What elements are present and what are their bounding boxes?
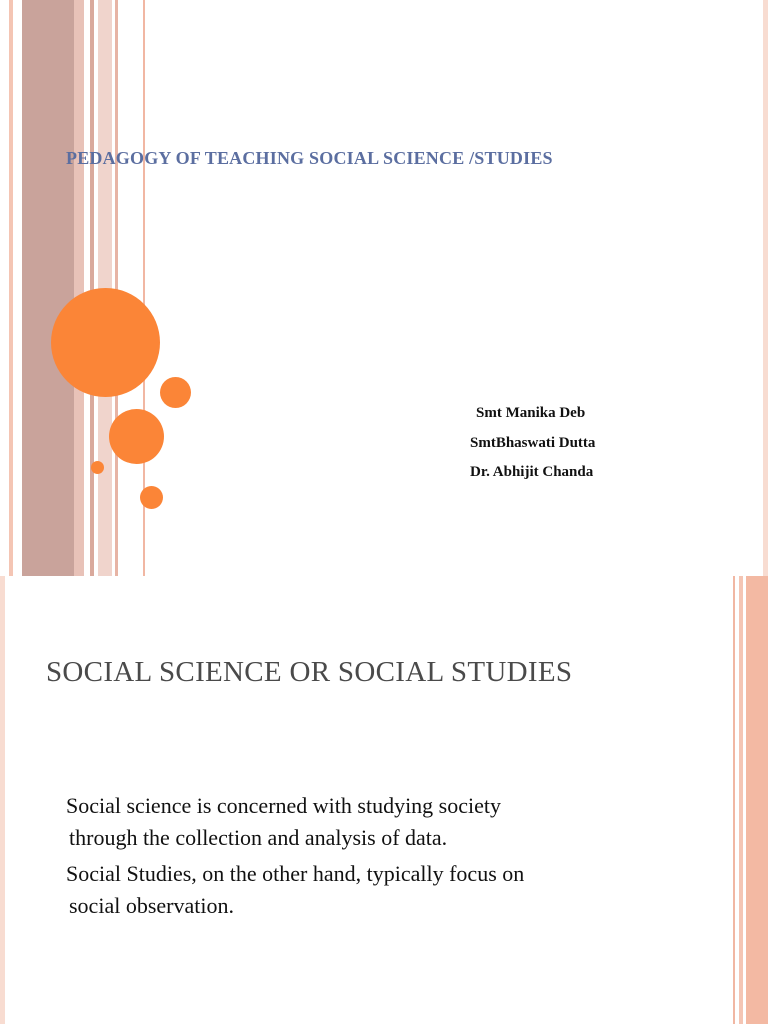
decorative-circle (160, 377, 191, 408)
decorative-stripe (0, 576, 5, 1024)
decorative-stripe (9, 0, 13, 576)
decorative-stripe (739, 576, 743, 1024)
decorative-stripe (90, 0, 94, 576)
paragraph-line: through the collection and analysis of data. (69, 825, 448, 850)
author-name: Smt Manika Deb (476, 405, 586, 421)
paragraph (66, 790, 626, 854)
content-slide (0, 576, 768, 1024)
decorative-circle-large (51, 288, 160, 397)
decorative-circle (109, 409, 164, 464)
author-name: Dr. Abhijit Chanda (470, 464, 594, 480)
paragraph-line: Social science is concerned with studying society (66, 793, 501, 818)
paragraph-line: Social Studies, on the other hand, typically focus on (66, 861, 525, 886)
paragraph (66, 858, 626, 922)
decorative-stripe (74, 0, 84, 576)
decorative-stripe (746, 576, 768, 1024)
paragraph-line: social observation. (69, 893, 234, 918)
decorative-stripe (733, 576, 735, 1024)
decorative-stripe (763, 0, 768, 576)
decorative-circle (140, 486, 163, 509)
slide-title: PEDAGOGY OF TEACHING SOCIAL SCIENCE /STUDIES (66, 148, 553, 168)
decorative-circle (91, 461, 104, 474)
author-name: SmtBhaswati Dutta (470, 435, 596, 451)
slide-title: SOCIAL SCIENCE OR SOCIAL STUDIES (46, 656, 573, 688)
decorative-stripe (22, 0, 74, 576)
